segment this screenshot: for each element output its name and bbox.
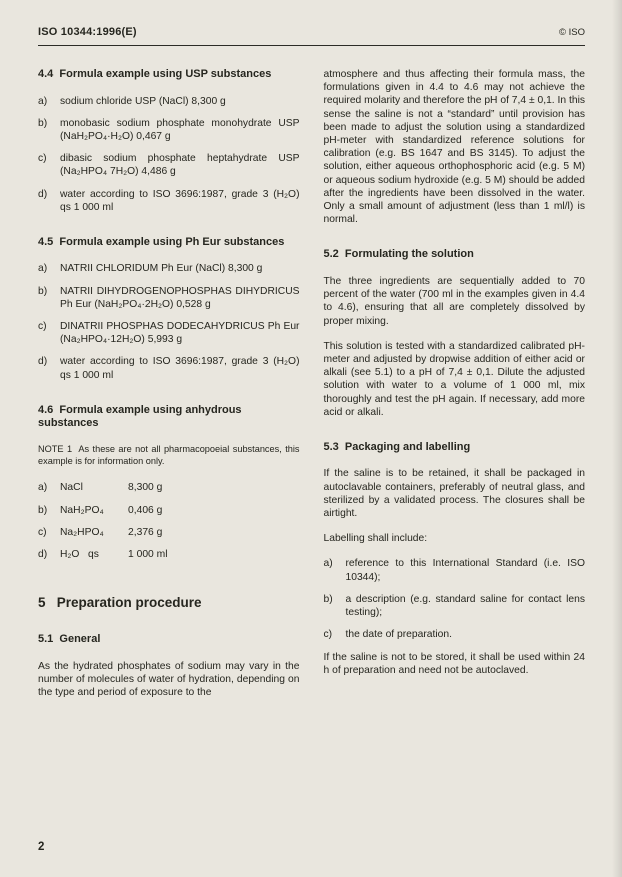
item-marker: c) <box>323 629 333 641</box>
paragraph: As the hydrated phosphates of sodium may vary in the number of molecules of water of hydration, depending on the type and period of exposure to the <box>38 660 300 699</box>
list-item <box>38 95 300 108</box>
item-text: monobasic sodium phosphate monohydrate USP (NaH₂PO₄·H₂O) 0,467 g <box>60 117 300 142</box>
section-5-2-heading: 5.2 Formulating the solution <box>323 248 474 261</box>
paragraph: If the saline is not to be stored, it shall be used within 24 h of preparation and need not be autoclaved. <box>323 651 585 676</box>
item-marker: a) <box>323 558 333 570</box>
formula-name: NaH₂PO₄ <box>60 504 104 516</box>
formula-name: NaCl <box>60 482 83 494</box>
section-4-5-heading: 4.5 Formula example using Ph Eur substances <box>38 235 285 248</box>
item-marker: c) <box>38 153 47 165</box>
list-item <box>38 117 300 143</box>
item-marker: b) <box>38 504 48 516</box>
formula-amount: 1 000 ml <box>128 549 168 561</box>
formula-amount: 0,406 g <box>128 504 163 516</box>
header-rule <box>38 45 585 46</box>
item-marker: a) <box>38 482 48 494</box>
left-column <box>38 68 300 711</box>
item-text: dibasic sodium phosphate heptahydrate USP (Na₂HPO₄ 7H₂O) 4,486 g <box>60 153 300 178</box>
document-id: ISO 10344:1996(E) <box>38 26 137 38</box>
formula-row <box>38 548 300 561</box>
item-marker: a) <box>38 263 48 275</box>
list-item <box>38 152 300 178</box>
formula-row <box>38 526 300 539</box>
list-item <box>38 262 300 275</box>
formula-amount: 2,376 g <box>128 526 163 538</box>
item-text: water according to ISO 3696:1987, grade 3 (H₂O) qs 1 000 ml <box>60 188 300 213</box>
section-4-4-heading: 4.4 Formula example using USP substances <box>38 68 272 80</box>
section-4-6-heading: 4.6 Formula example using anhydrous substances <box>38 403 242 430</box>
item-text: water according to ISO 3696:1987, grade 3 (H₂O) qs 1 000 ml <box>60 356 300 381</box>
formula-row <box>38 481 300 494</box>
item-text: the date of preparation. <box>345 629 452 641</box>
list-item <box>38 355 300 381</box>
item-text: DINATRII PHOSPHAS DODECAHYDRICUS Ph Eur (Na₂HPO₄·12H₂O) 5,993 g <box>60 321 300 346</box>
item-marker: d) <box>38 549 48 561</box>
clause-5-heading: 5 Preparation procedure <box>38 595 202 611</box>
section-5-1-heading: 5.1 General <box>38 633 101 646</box>
paragraph: atmosphere and thus affecting their formula mass, the formulations given in 4.4 to 4.6 may not achieve the required molarity and therefore the pH of 7,4 ± 0,1. In this sense the saline is not a “standard” until provision has been made to adjust the solution using a standardized pH-meter with standardized reference solutions for calibration (e.g. BS 1647 and BS 3145). To adjust the solution, either aqueous orthophosphoric acid (e.g. 5 M) or aqueous sodium hydroxide (e.g. 5 M) should be added after the ingredients have been dissolved in the water. Only a small amount of adjustment (less than 1 ml/l) is normal. <box>323 69 585 226</box>
copyright-notice: © ISO <box>558 27 585 38</box>
item-text: NATRII CHLORIDUM Ph Eur (NaCl) 8,300 g <box>60 263 263 275</box>
right-column <box>324 68 586 711</box>
item-marker: c) <box>38 321 47 333</box>
two-column-layout <box>38 68 585 711</box>
page-number: 2 <box>38 841 45 853</box>
item-text: NATRII DIHYDROGENOPHOSPHAS DIHYDRICUS Ph Eur (NaH₂PO₄·2H₂O) 0,528 g <box>60 285 300 310</box>
paragraph: The three ingredients are sequentially added to 70 percent of the water (700 ml in the examples given in 4.4 to 4.6), ensuring that all are completely dissolved by proper mixing. <box>323 275 585 327</box>
paragraph: This solution is tested with a standardized calibrated pH-meter and adjusted by dropwise addition of either acid or alkali (see 5.1) to a pH of 7,4 ± 0,1. Dilute the adjusted solution with water to a volume of 1 000 ml, mix thoroughly and test the pH again. If necessary, add more acid or alkali. <box>323 340 585 418</box>
list-item <box>324 628 586 641</box>
paragraph: If the saline is to be retained, it shall be packaged in autoclavable containers, preferably of neutral glass, and sterilized by a validated process. The closures shall be airtight. <box>323 468 585 520</box>
item-marker: d) <box>38 188 48 200</box>
item-text: a description (e.g. standard saline for contact lens testing); <box>345 593 585 619</box>
item-marker: b) <box>38 285 48 297</box>
item-marker: d) <box>38 356 48 368</box>
list-item <box>324 557 586 583</box>
formula-name: Na₂HPO₄ <box>60 526 104 538</box>
page-header <box>38 26 585 38</box>
formula-amount: 8,300 g <box>128 482 163 494</box>
paragraph: Labelling shall include: <box>323 533 428 545</box>
list-item <box>324 593 586 619</box>
item-text: reference to this International Standard (i.e. ISO 10344); <box>345 558 585 583</box>
section-5-3-heading: 5.3 Packaging and labelling <box>323 440 471 453</box>
list-item <box>38 188 300 214</box>
item-marker: a) <box>38 95 48 107</box>
item-marker: c) <box>38 526 47 538</box>
note-text: NOTE 1 As these are not all pharmacopoeial substances, this example is for information only. <box>38 443 300 466</box>
list-item <box>38 285 300 311</box>
item-marker: b) <box>38 117 48 129</box>
item-marker: b) <box>323 593 333 605</box>
formula-row <box>38 504 300 517</box>
formula-name: H₂O qs <box>60 549 99 561</box>
item-text: sodium chloride USP (NaCl) 8,300 g <box>60 95 226 107</box>
list-item <box>38 320 300 346</box>
